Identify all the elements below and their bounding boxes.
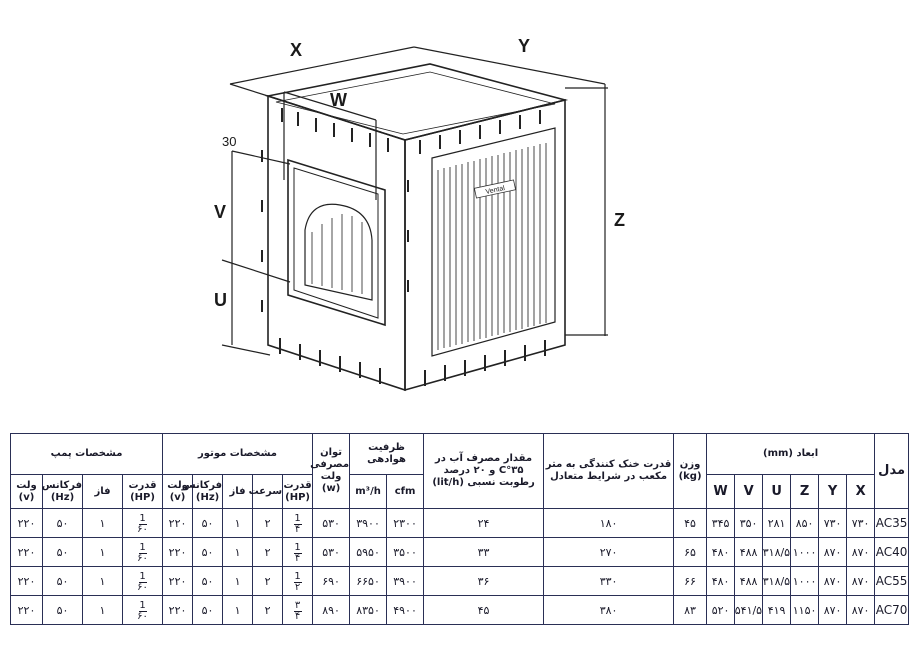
- cell-u: ۳۱۸/۵: [763, 538, 791, 567]
- dim-label-y: Y: [518, 36, 531, 56]
- cell-x: ۸۷۰: [847, 538, 875, 567]
- frac-den: ۶۰: [137, 524, 148, 535]
- header-airflow: ظرفیت هوادهی: [350, 434, 424, 475]
- frac-den: ۶۰: [137, 553, 148, 564]
- cell-pump-phase: ۱: [83, 567, 123, 596]
- table-row: [11, 567, 909, 596]
- header-pump-volt: ولت (v): [11, 475, 43, 509]
- cell-water: ۳۳: [424, 538, 544, 567]
- cell-weight: ۸۳: [674, 596, 707, 625]
- cell-pump-hp: [123, 567, 163, 596]
- cell-pump-volt: ۲۲۰: [11, 509, 43, 538]
- cell-motor-volt: ۲۲۰: [163, 538, 193, 567]
- header-motor-speed: سرعت: [253, 475, 283, 509]
- cell-cooling: ۱۸۰: [544, 509, 674, 538]
- dim-label-u: U: [214, 290, 227, 310]
- fraction: [294, 601, 302, 622]
- cell-pump-volt: ۲۲۰: [11, 567, 43, 596]
- frac-num: 1: [139, 600, 146, 611]
- cell-w: ۴۸۰: [707, 567, 735, 596]
- header-pump-phase: فاز: [83, 475, 123, 509]
- cell-pump-hz: ۵۰: [43, 538, 83, 567]
- fraction: [294, 572, 302, 593]
- dim-label-v: V: [214, 202, 227, 222]
- frac-num: 1: [294, 513, 301, 524]
- frac-num: 1: [294, 571, 301, 582]
- frac-num: 1: [139, 571, 146, 582]
- frac-num: 1: [294, 542, 301, 553]
- frac-den: ۴: [294, 611, 301, 622]
- cell-cfm: ۳۹۰۰: [387, 567, 424, 596]
- cell-z: ۱۰۰۰: [791, 567, 819, 596]
- cell-motor-volt: ۲۲۰: [163, 509, 193, 538]
- dim-label-w: W: [330, 90, 347, 110]
- fraction: [137, 572, 148, 593]
- cell-z: ۸۵۰: [791, 509, 819, 538]
- fraction: [137, 601, 148, 622]
- cell-z: ۱۰۰۰: [791, 538, 819, 567]
- cell-pump-phase: ۱: [83, 596, 123, 625]
- cell-power: ۵۳۰: [313, 538, 350, 567]
- header-cfm: cfm: [387, 475, 424, 509]
- table-row: [11, 538, 909, 567]
- cell-pump-hp: [123, 509, 163, 538]
- cell-water: ۲۴: [424, 509, 544, 538]
- cell-weight: ۶۵: [674, 538, 707, 567]
- header-weight: وزن (kg): [674, 434, 707, 509]
- cell-cfm: ۲۳۰۰: [387, 509, 424, 538]
- cell-model: AC55: [875, 567, 909, 596]
- cell-motor-volt: ۲۲۰: [163, 567, 193, 596]
- cell-motor-hz: ۵۰: [193, 538, 223, 567]
- cell-pump-volt: ۲۲۰: [11, 538, 43, 567]
- header-model: مدل: [875, 434, 909, 509]
- cell-weight: ۴۵: [674, 509, 707, 538]
- cell-v: ۴۸۸: [735, 538, 763, 567]
- header-x: X: [847, 475, 875, 509]
- header-w: W: [707, 475, 735, 509]
- cell-y: ۷۳۰: [819, 509, 847, 538]
- cell-pump-phase: ۱: [83, 538, 123, 567]
- header-u: U: [763, 475, 791, 509]
- dim-label-z: Z: [614, 210, 625, 230]
- header-z: Z: [791, 475, 819, 509]
- cell-motor-hz: ۵۰: [193, 509, 223, 538]
- cell-pump-hz: ۵۰: [43, 509, 83, 538]
- cell-model: AC35: [875, 509, 909, 538]
- cell-y: ۸۷۰: [819, 596, 847, 625]
- frac-den: ۶۰: [137, 611, 148, 622]
- cell-pump-hp: [123, 596, 163, 625]
- cell-w: ۳۴۵: [707, 509, 735, 538]
- cell-power: ۵۳۰: [313, 509, 350, 538]
- cell-v: ۵۴۱/۵: [735, 596, 763, 625]
- frac-den: ۲: [294, 582, 301, 593]
- header-pump: مشخصات پمپ: [11, 434, 163, 475]
- cell-z: ۱۱۵۰: [791, 596, 819, 625]
- cell-motor-hp: [283, 596, 313, 625]
- cell-m3h: ۶۶۵۰: [350, 567, 387, 596]
- header-motor-phase: فاز: [223, 475, 253, 509]
- cell-motor-phase: ۱: [223, 509, 253, 538]
- cell-motor-speed: ۲: [253, 596, 283, 625]
- header-power: توان مصرفی ولت (w): [313, 434, 350, 509]
- header-water: مقدار مصرف آب در ۳۵°C و ۲۰ درصد رطوبت نسبی (lit/h): [424, 434, 544, 509]
- cell-cooling: ۳۸۰: [544, 596, 674, 625]
- cell-model: AC40: [875, 538, 909, 567]
- header-motor: مشخصات موتور: [163, 434, 313, 475]
- cell-v: ۳۵۰: [735, 509, 763, 538]
- table-row: [11, 509, 909, 538]
- cell-model: AC70: [875, 596, 909, 625]
- fraction: [294, 543, 302, 564]
- cell-motor-hp: [283, 538, 313, 567]
- cell-u: ۴۱۹: [763, 596, 791, 625]
- cell-w: ۵۲۰: [707, 596, 735, 625]
- header-motor-volt: ولت (v): [163, 475, 193, 509]
- cell-v: ۴۸۸: [735, 567, 763, 596]
- cell-motor-speed: ۲: [253, 538, 283, 567]
- cell-motor-speed: ۲: [253, 509, 283, 538]
- frac-num: ۳: [294, 600, 301, 611]
- spec-table: [10, 433, 909, 625]
- cell-motor-hp: [283, 509, 313, 538]
- fraction: [294, 514, 302, 535]
- cell-motor-hz: ۵۰: [193, 567, 223, 596]
- cell-pump-hp: [123, 538, 163, 567]
- cell-motor-hp: [283, 567, 313, 596]
- cell-m3h: ۳۹۰۰: [350, 509, 387, 538]
- header-dimensions: ابعاد (mm): [707, 434, 875, 475]
- cell-cfm: ۴۹۰۰: [387, 596, 424, 625]
- cell-motor-hz: ۵۰: [193, 596, 223, 625]
- header-m3h: m³/h: [350, 475, 387, 509]
- cell-pump-volt: ۲۲۰: [11, 596, 43, 625]
- frac-num: 1: [139, 513, 146, 524]
- cell-motor-speed: ۲: [253, 567, 283, 596]
- cell-m3h: ۸۳۵۰: [350, 596, 387, 625]
- cell-m3h: ۵۹۵۰: [350, 538, 387, 567]
- cell-x: ۷۳۰: [847, 509, 875, 538]
- frac-num: 1: [139, 542, 146, 553]
- cell-u: ۲۸۱: [763, 509, 791, 538]
- cell-cfm: ۳۵۰۰: [387, 538, 424, 567]
- cell-pump-hz: ۵۰: [43, 596, 83, 625]
- cell-water: ۳۶: [424, 567, 544, 596]
- table-row: [11, 596, 909, 625]
- cell-y: ۸۷۰: [819, 538, 847, 567]
- header-pump-hp: قدرت (HP): [123, 475, 163, 509]
- cell-u: ۳۱۸/۵: [763, 567, 791, 596]
- fraction: [137, 543, 148, 564]
- cell-weight: ۶۶: [674, 567, 707, 596]
- fraction: [137, 514, 148, 535]
- cell-motor-volt: ۲۲۰: [163, 596, 193, 625]
- cell-motor-phase: ۱: [223, 596, 253, 625]
- dim-label-30: 30: [222, 134, 237, 149]
- header-motor-hp: قدرت (HP): [283, 475, 313, 509]
- brand-badge: Vental: [485, 185, 506, 196]
- header-cooling: قدرت خنک کنندگی به متر مکعب در شرایط متعادل: [544, 434, 674, 509]
- frac-den: ۶۰: [137, 582, 148, 593]
- header-motor-hz: فرکانس (Hz): [193, 475, 223, 509]
- frac-den: ۴: [294, 524, 301, 535]
- cell-motor-phase: ۱: [223, 567, 253, 596]
- cell-x: ۸۷۰: [847, 567, 875, 596]
- frac-den: ۴: [294, 553, 301, 564]
- header-pump-hz: فرکانس (Hz): [43, 475, 83, 509]
- cell-y: ۸۷۰: [819, 567, 847, 596]
- dim-label-x: X: [290, 40, 303, 60]
- cell-motor-phase: ۱: [223, 538, 253, 567]
- cell-cooling: ۳۳۰: [544, 567, 674, 596]
- cell-power: ۸۹۰: [313, 596, 350, 625]
- cell-water: ۴۵: [424, 596, 544, 625]
- cell-w: ۴۸۰: [707, 538, 735, 567]
- cell-pump-phase: ۱: [83, 509, 123, 538]
- cell-pump-hz: ۵۰: [43, 567, 83, 596]
- header-y: Y: [819, 475, 847, 509]
- header-v: V: [735, 475, 763, 509]
- cell-cooling: ۲۷۰: [544, 538, 674, 567]
- cell-x: ۸۷۰: [847, 596, 875, 625]
- cell-power: ۶۹۰: [313, 567, 350, 596]
